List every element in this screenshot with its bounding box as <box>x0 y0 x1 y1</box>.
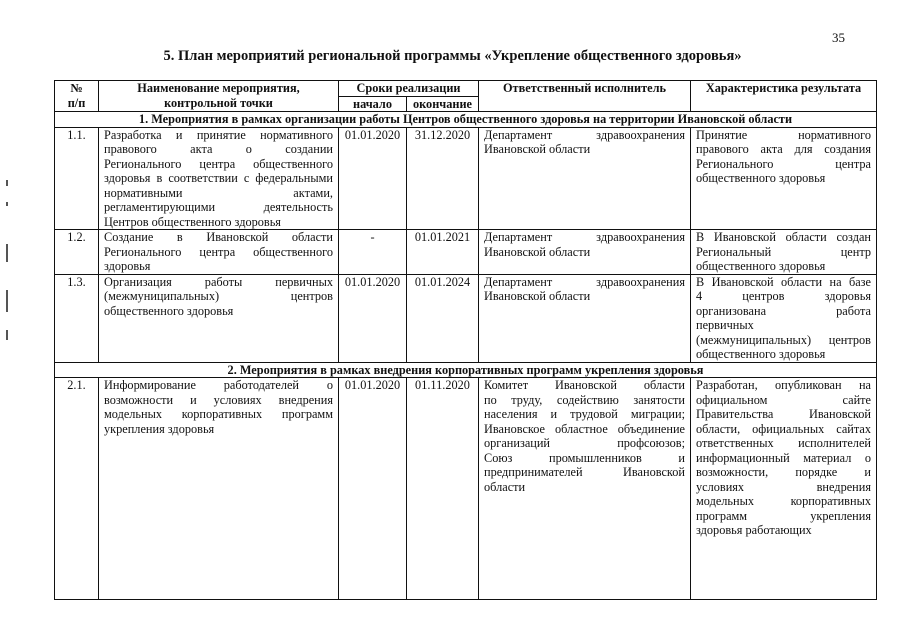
cell-start: 01.01.2020 <box>339 274 407 362</box>
cell-line: В Ивановской области создан <box>696 230 871 244</box>
cell-line: возможности, порядке и <box>696 465 871 479</box>
header-result: Характеристика результата <box>691 81 877 112</box>
cell-line: регламентирующими деятельность <box>104 200 333 214</box>
cell-end: 31.12.2020 <box>407 127 479 230</box>
cell-start: 01.01.2020 <box>339 127 407 230</box>
cell-line: правового акта для создания <box>696 142 871 156</box>
cell-line: Региональный центр <box>696 244 871 259</box>
cell-line: программ укрепления <box>696 508 871 523</box>
header-name: Наименование мероприятия, контрольной точки <box>99 81 339 112</box>
cell-line: Создание в Ивановской области <box>104 230 333 244</box>
cell-line: Правительства Ивановской <box>696 407 871 421</box>
table-row <box>55 378 877 600</box>
cell-end: 01.11.2020 <box>407 378 479 600</box>
cell-name <box>99 230 339 275</box>
cell-line: общественного здоровья <box>696 259 826 273</box>
cell-line: 4 центров здоровья <box>696 289 871 303</box>
cell-num: 1.2. <box>55 230 99 275</box>
table-header-row <box>55 81 877 97</box>
cell-result <box>691 127 877 230</box>
cell-result <box>691 230 877 275</box>
cell-line: Департамент здравоохранения <box>484 230 685 244</box>
cell-line: Центров общественного здоровья <box>104 214 281 229</box>
cell-line: Департамент здравоохранения <box>484 127 685 142</box>
cell-line: Ивановской области <box>484 289 591 303</box>
cell-line: Комитет Ивановской области <box>484 378 685 392</box>
cell-executor <box>479 274 691 362</box>
cell-line: В Ивановской области на базе <box>696 274 871 289</box>
cell-name <box>99 274 339 362</box>
cell-line: Ивановской области <box>484 142 591 156</box>
table-row <box>55 274 877 362</box>
cell-result <box>691 378 877 600</box>
cell-line: Разработка и принятие нормативного <box>104 127 333 142</box>
cell-line: области <box>484 479 526 494</box>
cell-end: 01.01.2024 <box>407 274 479 362</box>
cell-num: 1.1. <box>55 127 99 230</box>
cell-num: 1.3. <box>55 274 99 362</box>
section-title: 1. Мероприятия в рамках организации работы Центров общественного здоровья на территории Ивановской области <box>55 112 877 128</box>
cell-line: Информирование работодателей о <box>104 378 333 392</box>
header-terms: Сроки реализации <box>339 81 479 97</box>
section-title: 2. Мероприятия в рамках внедрения корпоративных программ укрепления здоровья <box>55 362 877 378</box>
cell-line: информационный материал о <box>696 450 871 465</box>
scan-margin-marks <box>6 180 9 360</box>
cell-line: населения и трудовой миграции; <box>484 407 685 421</box>
page-title: 5. План мероприятий региональной программы «Укрепление общественного здоровья» <box>163 48 742 64</box>
cell-executor <box>479 378 691 600</box>
section-row-1 <box>55 112 877 128</box>
cell-executor <box>479 127 691 230</box>
cell-line: нормативными актами, <box>104 185 333 200</box>
cell-line: Разработан, опубликован на <box>696 378 871 392</box>
cell-line: Регионального центра общественного <box>104 244 333 259</box>
header-executor: Ответственный исполнитель <box>479 81 691 112</box>
cell-line: организаций профсоюзов; <box>484 436 685 450</box>
cell-start: - <box>339 230 407 275</box>
cell-line: предпринимателей Ивановской <box>484 465 685 479</box>
cell-line: Ивановское областное объединение <box>484 421 685 436</box>
cell-line: Регионального центра <box>696 156 871 171</box>
cell-line: ответственных исполнителей <box>696 436 871 450</box>
cell-line: правового акта о создании <box>104 142 333 156</box>
cell-line: по труду, содействию занятости <box>484 392 685 407</box>
cell-line: Союз промышленников и <box>484 450 685 465</box>
cell-result <box>691 274 877 362</box>
cell-line: модельных корпоративных программ <box>104 407 333 421</box>
cell-line: Департамент здравоохранения <box>484 274 685 289</box>
cell-line: модельных корпоративных <box>696 494 871 508</box>
cell-name <box>99 378 339 600</box>
header-end: окончание <box>407 96 479 112</box>
plan-table <box>54 80 877 600</box>
cell-line: Ивановской области <box>484 244 591 259</box>
cell-end: 01.01.2021 <box>407 230 479 275</box>
cell-line: возможности и условиях внедрения <box>104 392 333 407</box>
cell-line: общественного здоровья <box>696 347 826 361</box>
table-row <box>55 230 877 275</box>
cell-line: официальном сайте <box>696 392 871 407</box>
cell-line: условиях внедрения <box>696 479 871 494</box>
cell-line: области, официальных сайтах <box>696 421 871 436</box>
cell-line: первичных <box>696 318 754 332</box>
cell-line: Принятие нормативного <box>696 127 871 142</box>
cell-line: укрепления здоровья <box>104 421 215 436</box>
cell-line: (межмуниципальных) центров <box>104 289 333 303</box>
cell-line: (межмуниципальных) центров <box>696 332 871 347</box>
cell-line: здоровья в соответствии с федеральными <box>104 171 333 185</box>
cell-num: 2.1. <box>55 378 99 600</box>
section-row-2 <box>55 362 877 378</box>
cell-line: общественного здоровья <box>696 171 826 185</box>
cell-start: 01.01.2020 <box>339 378 407 600</box>
cell-name <box>99 127 339 230</box>
cell-line: здоровья работающих <box>696 523 812 537</box>
cell-line: Регионального центра общественного <box>104 156 333 171</box>
cell-line: организована работа <box>696 303 871 318</box>
cell-line: общественного здоровья <box>104 303 234 318</box>
header-num: № п/п <box>55 81 99 112</box>
table-row <box>55 127 877 230</box>
cell-line: Организация работы первичных <box>104 274 333 289</box>
cell-line: здоровья <box>104 259 151 273</box>
page-number: 35 <box>832 30 845 45</box>
header-start: начало <box>339 96 407 112</box>
cell-executor <box>479 230 691 275</box>
